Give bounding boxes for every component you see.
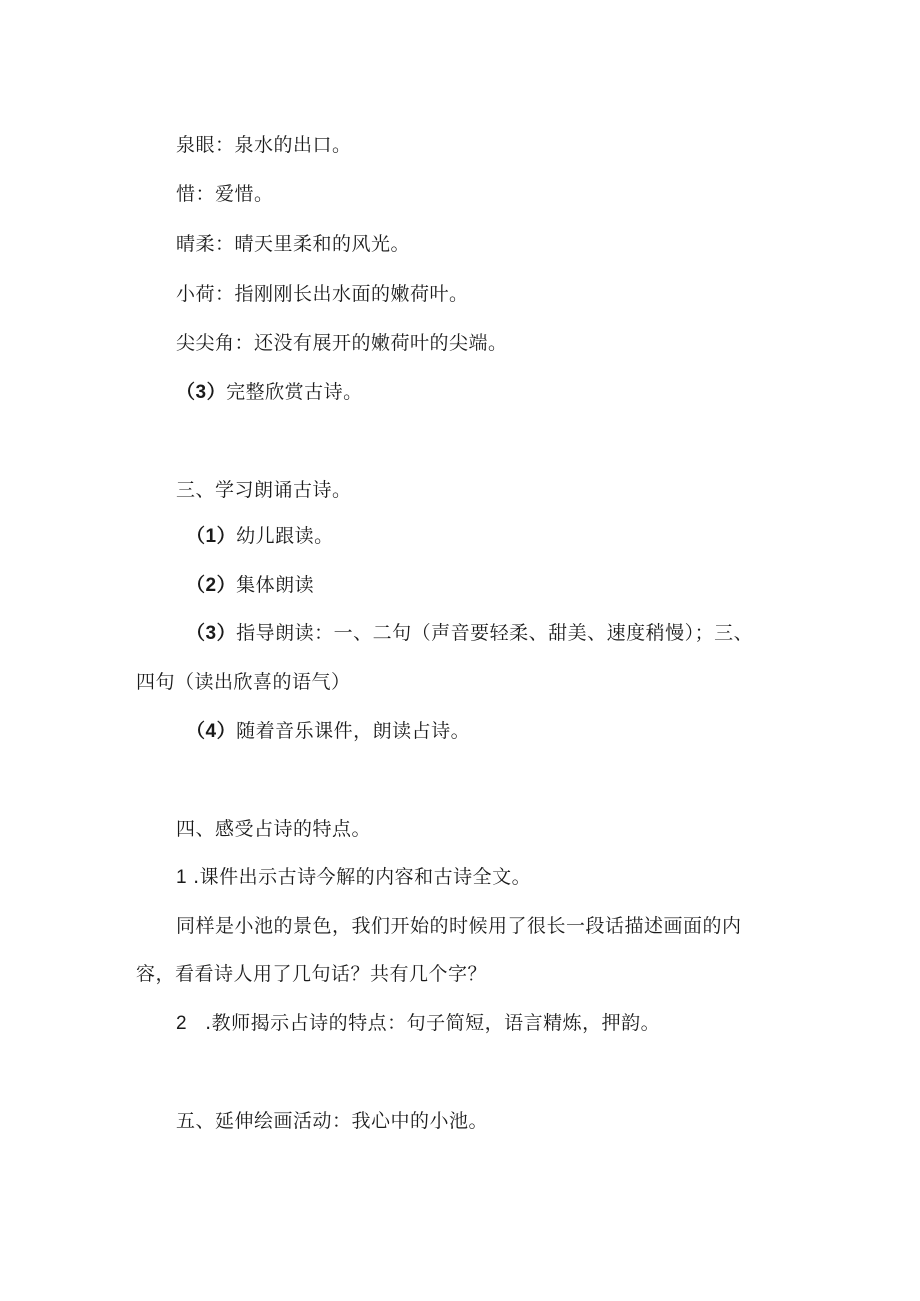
item-number: （1）	[186, 526, 237, 547]
item-text: 幼儿跟读。	[236, 525, 334, 547]
section-3-item-3-continued	[136, 670, 351, 694]
section-3-heading: 三、学习朗诵古诗。	[176, 479, 352, 501]
item-text: 四句（读出欣喜的语气）	[136, 671, 351, 693]
item-number: （4）	[186, 721, 237, 742]
definition-term: 尖尖角	[176, 332, 235, 354]
section-4-item-2	[176, 1011, 660, 1036]
section-5-heading: 五、延伸绘画活动：我心中的小池。	[176, 1110, 489, 1132]
section-4-heading: 四、感受占诗的特点。	[176, 818, 372, 840]
item-text: .课件出示古诗今解的内容和古诗全文。	[193, 866, 532, 888]
definition-term: 小荷	[176, 283, 216, 305]
definition-term: 泉眼	[176, 134, 216, 156]
definition-separator: ：	[195, 183, 216, 205]
definition-qingrou	[176, 232, 410, 256]
section-3-item-2	[186, 573, 314, 598]
section-4-paragraph-line-2: 容，看看诗人用了几句话？共有几个字？	[136, 963, 488, 985]
item-text: 随着音乐课件，朗读占诗。	[236, 720, 471, 742]
definition-separator: ：	[215, 233, 235, 255]
item-number: （3）	[186, 623, 237, 644]
step-complete-appreciation	[176, 380, 363, 405]
definition-term: 惜	[176, 183, 196, 205]
definition-jianjianjiao	[176, 331, 508, 355]
definition-text: 还没有展开的嫩荷叶的尖端。	[254, 332, 508, 354]
definition-xi	[176, 182, 274, 206]
definition-text: 爱惜。	[215, 183, 274, 205]
section-3-item-4	[186, 719, 470, 744]
definition-quanyan	[176, 133, 352, 157]
definition-separator: ：	[215, 283, 235, 305]
item-text: 指导朗读：一、二句（声音要轻柔、甜美、速度稍慢）；三、	[236, 622, 754, 644]
step-number: （3）	[176, 382, 227, 403]
item-number: 2	[176, 1013, 188, 1034]
section-4-item-1	[176, 865, 531, 890]
definition-text: 晴天里柔和的风光。	[234, 233, 411, 255]
definition-text: 指刚刚长出水面的嫩荷叶。	[234, 283, 469, 305]
step-text: 完整欣赏古诗。	[226, 381, 363, 403]
section-3-item-1	[186, 524, 334, 549]
definition-separator: ：	[234, 332, 255, 354]
definition-text: 泉水的出口。	[234, 134, 352, 156]
item-text: .教师揭示占诗的特点：句子简短，语言精炼，押韵。	[205, 1012, 661, 1034]
definition-separator: ：	[215, 134, 235, 156]
definition-term: 晴柔	[176, 233, 216, 255]
definition-xiaohe	[176, 282, 469, 306]
item-number: 1	[176, 867, 188, 888]
section-4-paragraph-line-1: 同样是小池的景色，我们开始的时候用了很长一段话描述画面的内	[176, 915, 742, 937]
item-text: 集体朗读	[236, 574, 315, 596]
item-number: （2）	[186, 575, 237, 596]
section-3-item-3	[186, 621, 753, 646]
